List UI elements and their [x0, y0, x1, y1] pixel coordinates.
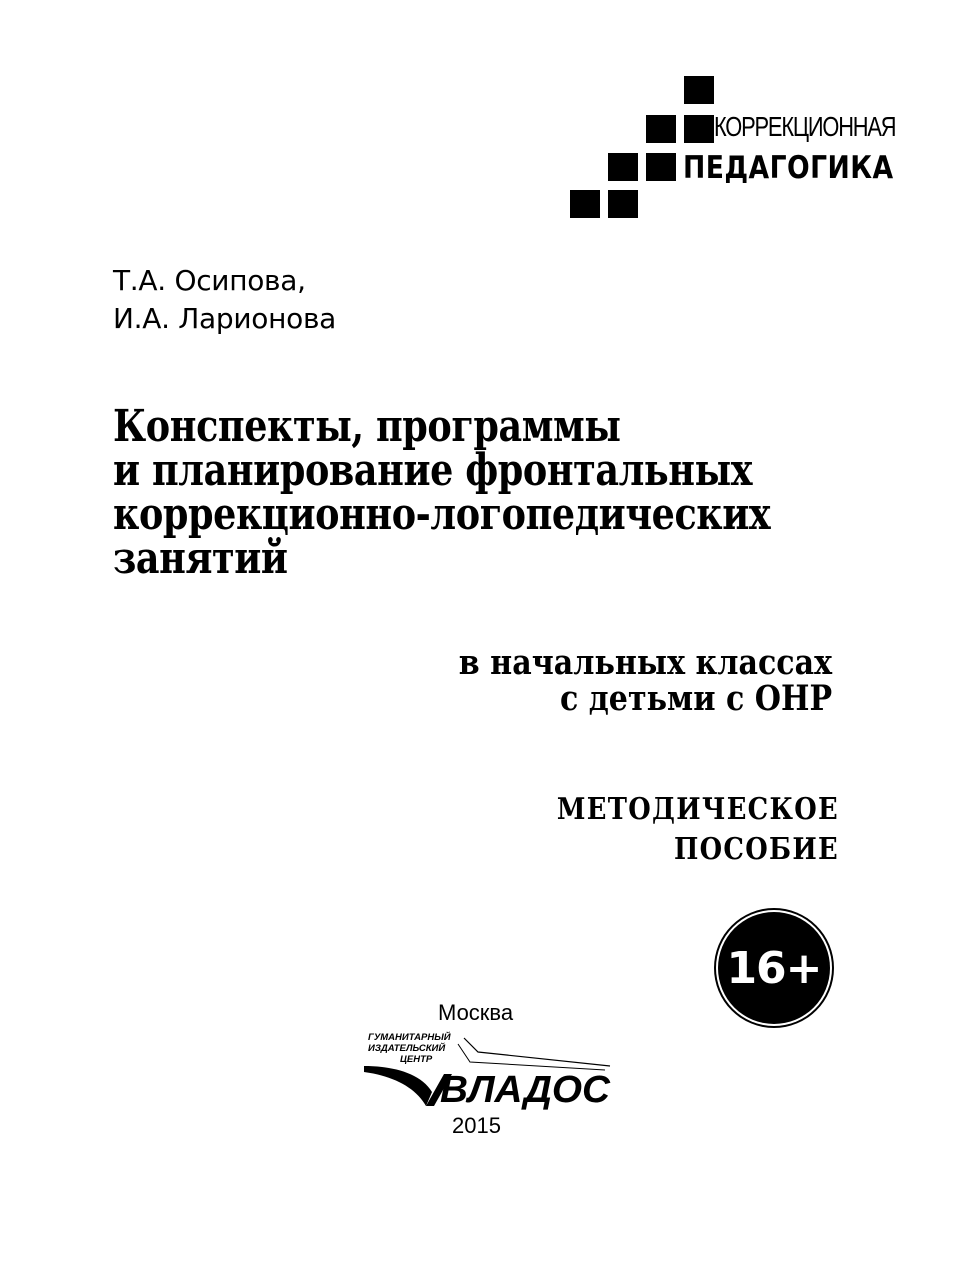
publisher-center-line: ИЗДАТЕЛЬСКИЙ [368, 1043, 446, 1054]
document-type [511, 790, 839, 870]
publisher-name: ВЛАДОС [440, 1069, 611, 1110]
logo-swoosh-line [458, 1044, 605, 1070]
publication-year: 2015 [452, 1113, 501, 1138]
age-rating-text: 16+ [726, 942, 822, 994]
title-line: занятий [113, 533, 288, 584]
authors [113, 262, 336, 338]
book-subtitle [398, 642, 832, 719]
logo-square [608, 190, 638, 218]
series-name-line2: ПЕДАГОГИКА [683, 150, 894, 186]
publisher-center-line: ЦЕНТР [400, 1054, 433, 1065]
document-type-line: ПОСОБИЕ [674, 832, 839, 867]
logo-square [608, 153, 638, 181]
logo-square [646, 153, 676, 181]
publisher-center-line: ГУМАНИТАРНЫЙ [368, 1032, 451, 1043]
age-rating-badge [718, 912, 830, 1024]
subtitle-line: в начальных классах [458, 642, 832, 683]
author-name: И.А. Ларионова [113, 302, 337, 335]
publisher-city: Москва [438, 1000, 514, 1025]
logo-swoosh-line [464, 1038, 610, 1066]
publisher-logo [360, 1030, 620, 1110]
book-title [113, 401, 905, 584]
title-line: коррекционно-логопедических [113, 489, 771, 540]
document-type-line: МЕТОДИЧЕСКОЕ [556, 792, 839, 827]
author-name: Т.А. Осипова, [113, 264, 306, 297]
logo-square [684, 115, 714, 143]
logo-swoosh [364, 1066, 432, 1106]
series-name-line1: КОРРЕКЦИОННАЯ [714, 111, 896, 142]
subtitle-line: с детьми с ОНР [559, 678, 832, 719]
logo-square [646, 115, 676, 143]
title-line: и планирование фронтальных [113, 445, 753, 496]
logo-square [570, 190, 600, 218]
logo-square [684, 76, 714, 104]
title-line: Конспекты, программы [113, 401, 621, 452]
